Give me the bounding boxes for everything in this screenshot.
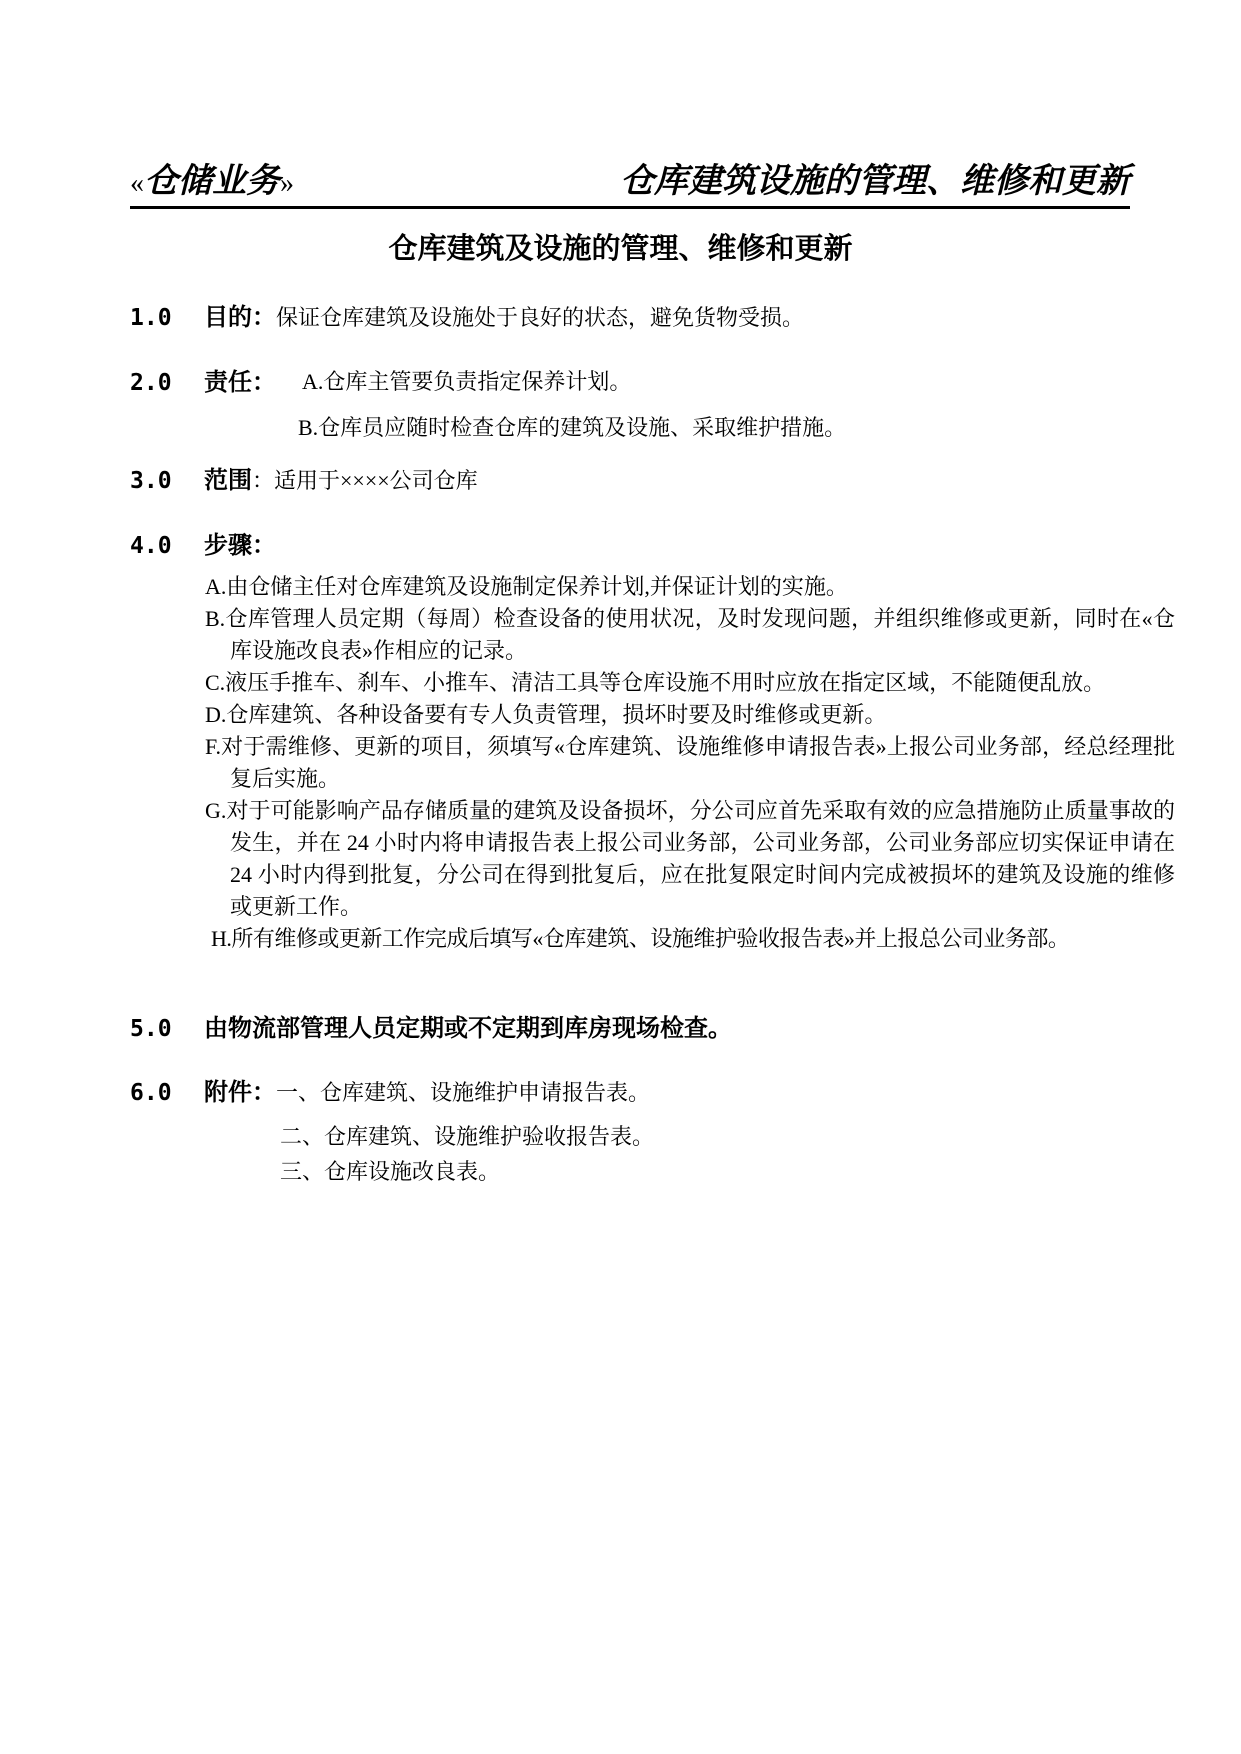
document-title: 仓库建筑及设施的管理、维修和更新	[388, 231, 853, 265]
responsibility-item-b: B.仓库员应随时检查仓库的建筑及设施、采取维护措施。	[298, 415, 847, 440]
step-item-d: D.仓库建筑、各种设备要有专人负责管理，损坏时要及时维修或更新。	[205, 702, 887, 727]
section-label: 责任：	[204, 368, 276, 396]
section-number: 4.0	[130, 533, 172, 559]
section-purpose	[130, 297, 804, 332]
step-item-g: G.对于可能影响产品存储质量的建筑及设备损坏，分公司应首先采取有效的应急措施防止质量事故的发生，并在 24 小时内将申请报告表上报公司业务部，公司业务部，公司业务部应切实保证申请在 24 小时内得到批复，分公司在得到批复后，应在批复限定时间内完成被损坏的建筑及设施的维修或更新工作。	[205, 798, 1175, 919]
header-category: 仓储业务	[144, 161, 280, 201]
step-item-c: C.液压手推车、刹车、小推车、清洁工具等仓库设施不用时应放在指定区域，不能随便乱放。	[205, 670, 1106, 695]
section-number: 5.0	[130, 1016, 172, 1042]
attachment-item-1: 一、仓库建筑、设施维护申请报告表。	[276, 1080, 651, 1105]
section-scope	[130, 460, 478, 495]
section-responsibility	[130, 362, 276, 397]
header-left-close-quote: »	[280, 168, 294, 199]
section-inspection	[130, 1008, 732, 1043]
section-number: 6.0	[130, 1080, 172, 1106]
header-document-name: 仓库建筑设施的管理、维修和更新	[620, 161, 1130, 201]
section-label: 范围	[204, 466, 252, 494]
attachment-item-2: 二、仓库建筑、设施维护验收报告表。	[280, 1124, 655, 1149]
section-label: 目的：	[204, 303, 276, 331]
section-text: ：适用于××××公司仓库	[252, 468, 478, 493]
section-number: 3.0	[130, 468, 172, 494]
attachment-item-3: 三、仓库设施改良表。	[280, 1159, 501, 1184]
step-item-h: H.所有维修或更新工作完成后填写«仓库建筑、设施维护验收报告表»并上报总公司业务部。	[211, 926, 1070, 951]
section-steps	[130, 525, 276, 560]
section-label: 附件：	[204, 1078, 276, 1106]
section-text: 由物流部管理人员定期或不定期到库房现场检查。	[204, 1014, 732, 1042]
section-text: 保证仓库建筑及设施处于良好的状态，避免货物受损。	[276, 305, 805, 330]
step-item-f: F.对于需维修、更新的项目，须填写«仓库建筑、设施维修申请报告表»上报公司业务部，经总经理批复后实施。	[205, 734, 1175, 791]
header-left	[130, 153, 294, 202]
step-item-a: A.由仓储主任对仓库建筑及设施制定保养计划,并保证计划的实施。	[205, 574, 848, 599]
section-label: 步骤：	[204, 531, 276, 559]
responsibility-item-a: A.仓库主管要负责指定保养计划。	[302, 369, 632, 394]
section-number: 2.0	[130, 370, 172, 396]
section-attachments	[130, 1072, 650, 1107]
section-number: 1.0	[130, 305, 172, 331]
header-left-open-quote: «	[130, 168, 144, 199]
page-header	[130, 158, 1130, 209]
step-item-b: B.仓库管理人员定期（每周）检查设备的使用状况，及时发现问题，并组织维修或更新，同时在«仓库设施改良表»作相应的记录。	[205, 606, 1175, 663]
steps-list	[205, 571, 1175, 955]
